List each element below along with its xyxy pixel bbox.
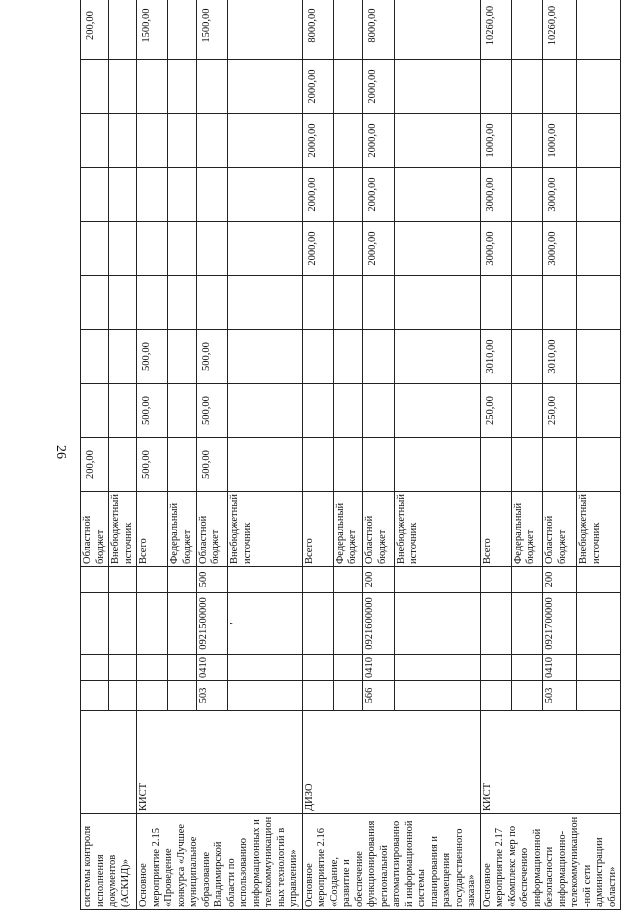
- m217-total-c: 3010,00: [480, 330, 511, 384]
- m215-total-b: 500,00: [137, 384, 168, 438]
- table-row: [480, 0, 511, 910]
- m217-reg-sum: 10260,00: [543, 0, 577, 60]
- m215-total-sum: 1500,00: [137, 0, 168, 60]
- askid-value-a: 200,00: [81, 438, 109, 492]
- m217-reg-f: 3000,00: [543, 168, 577, 222]
- m216-total-g: 2000,00: [302, 114, 333, 168]
- m217-reg-g: 1000,00: [543, 114, 577, 168]
- m217-total-e: 3000,00: [480, 222, 511, 276]
- m215-executor: КИСТ: [137, 711, 303, 814]
- m215-total-a: 500,00: [137, 438, 168, 492]
- m216-reg-sum: 8000,00: [363, 0, 394, 60]
- m215-source-external: Внебюджетный источник: [228, 492, 302, 567]
- m215-reg-a: 500,00: [196, 438, 227, 492]
- m217-source-external: Внебюджетный источник: [577, 492, 621, 567]
- m217-source-total: Всего: [480, 492, 511, 567]
- m216-total-sum: 8000,00: [302, 0, 333, 60]
- m216-total-e: 2000,00: [302, 222, 333, 276]
- m215-total-c: 500,00: [137, 330, 168, 384]
- m217-executor: КИСТ: [480, 711, 621, 814]
- m216-reg-f: 2000,00: [363, 168, 394, 222]
- m216-executor: ДИЗО: [302, 711, 480, 814]
- m217-vr: 200: [543, 567, 577, 593]
- m216-rz: 0410: [363, 655, 394, 681]
- m217-total-g: 1000,00: [480, 114, 511, 168]
- askid-source-external: Внебюджетный источник: [109, 492, 137, 567]
- m215-mark: ': [228, 593, 302, 655]
- table-row: [302, 0, 333, 910]
- m215-reg-c: 500,00: [196, 330, 227, 384]
- m215-vr: 500: [196, 567, 227, 593]
- m216-source-external: Внебюджетный источник: [394, 492, 480, 567]
- m216-reg-g: 2000,00: [363, 114, 394, 168]
- m217-source-regional: Областной бюджет: [543, 492, 577, 567]
- askid-name: системы контроля исполнения документов (АСКИД)»: [81, 814, 137, 910]
- page-number: 26: [53, 445, 68, 459]
- m217-total-b: 250,00: [480, 384, 511, 438]
- m215-source-total: Всего: [137, 492, 168, 567]
- m215-reg-b: 500,00: [196, 384, 227, 438]
- m215-reg-sum: 1500,00: [196, 0, 227, 60]
- budget-table: [80, 5, 618, 910]
- m217-total-sum: 10260,00: [480, 0, 511, 60]
- m216-reg-h: 2000,00: [363, 60, 394, 114]
- m217-reg-e: 3000,00: [543, 222, 577, 276]
- askid-value-total: 200,00: [81, 0, 109, 60]
- m217-csr: 0921700000: [543, 593, 577, 655]
- m216-source-federal: Федеральный бюджет: [333, 492, 362, 567]
- m216-reg-e: 2000,00: [363, 222, 394, 276]
- m217-reg-c: 3010,00: [543, 330, 577, 384]
- m217-code: 503: [543, 681, 577, 711]
- m216-vr: 200: [363, 567, 394, 593]
- m216-source-total: Всего: [302, 492, 333, 567]
- m217-reg-b: 250,00: [543, 384, 577, 438]
- m215-code: 503: [196, 681, 227, 711]
- m217-name: Основное мероприятие 2.17 «Комплекс мер по обеспечению информационной безопасности информационно-телекоммуникацион-ной сети администрации области»: [480, 814, 621, 910]
- m216-name: Основное мероприятие 2.16 «Создание, развитие и обеспечение функционирования региональной автоматизированной информационной системы планирования и размещения государственного заказа»: [302, 814, 480, 910]
- askid-source-regional: Областной бюджет: [81, 492, 109, 567]
- m215-name: Основное мероприятие 2.15 «Проведение конкурса «Лучшее муниципальное образование Владимирской области по использованию информационных и телекоммуникацион ных технологий в управлении»: [137, 814, 303, 910]
- m216-source-regional: Областной бюджет: [363, 492, 394, 567]
- m217-source-federal: Федеральный бюджет: [511, 492, 542, 567]
- table-row: [81, 0, 109, 910]
- m216-total-h: 2000,00: [302, 60, 333, 114]
- m216-code: 566: [363, 681, 394, 711]
- m215-source-regional: Областной бюджет: [196, 492, 227, 567]
- m215-csr: 0921500000: [196, 593, 227, 655]
- table-row: [137, 0, 168, 910]
- m215-rz: 0410: [196, 655, 227, 681]
- m217-rz: 0410: [543, 655, 577, 681]
- m216-total-f: 2000,00: [302, 168, 333, 222]
- m215-source-federal: Федеральный бюджет: [168, 492, 197, 567]
- m217-total-f: 3000,00: [480, 168, 511, 222]
- m216-csr: 0921600000: [363, 593, 394, 655]
